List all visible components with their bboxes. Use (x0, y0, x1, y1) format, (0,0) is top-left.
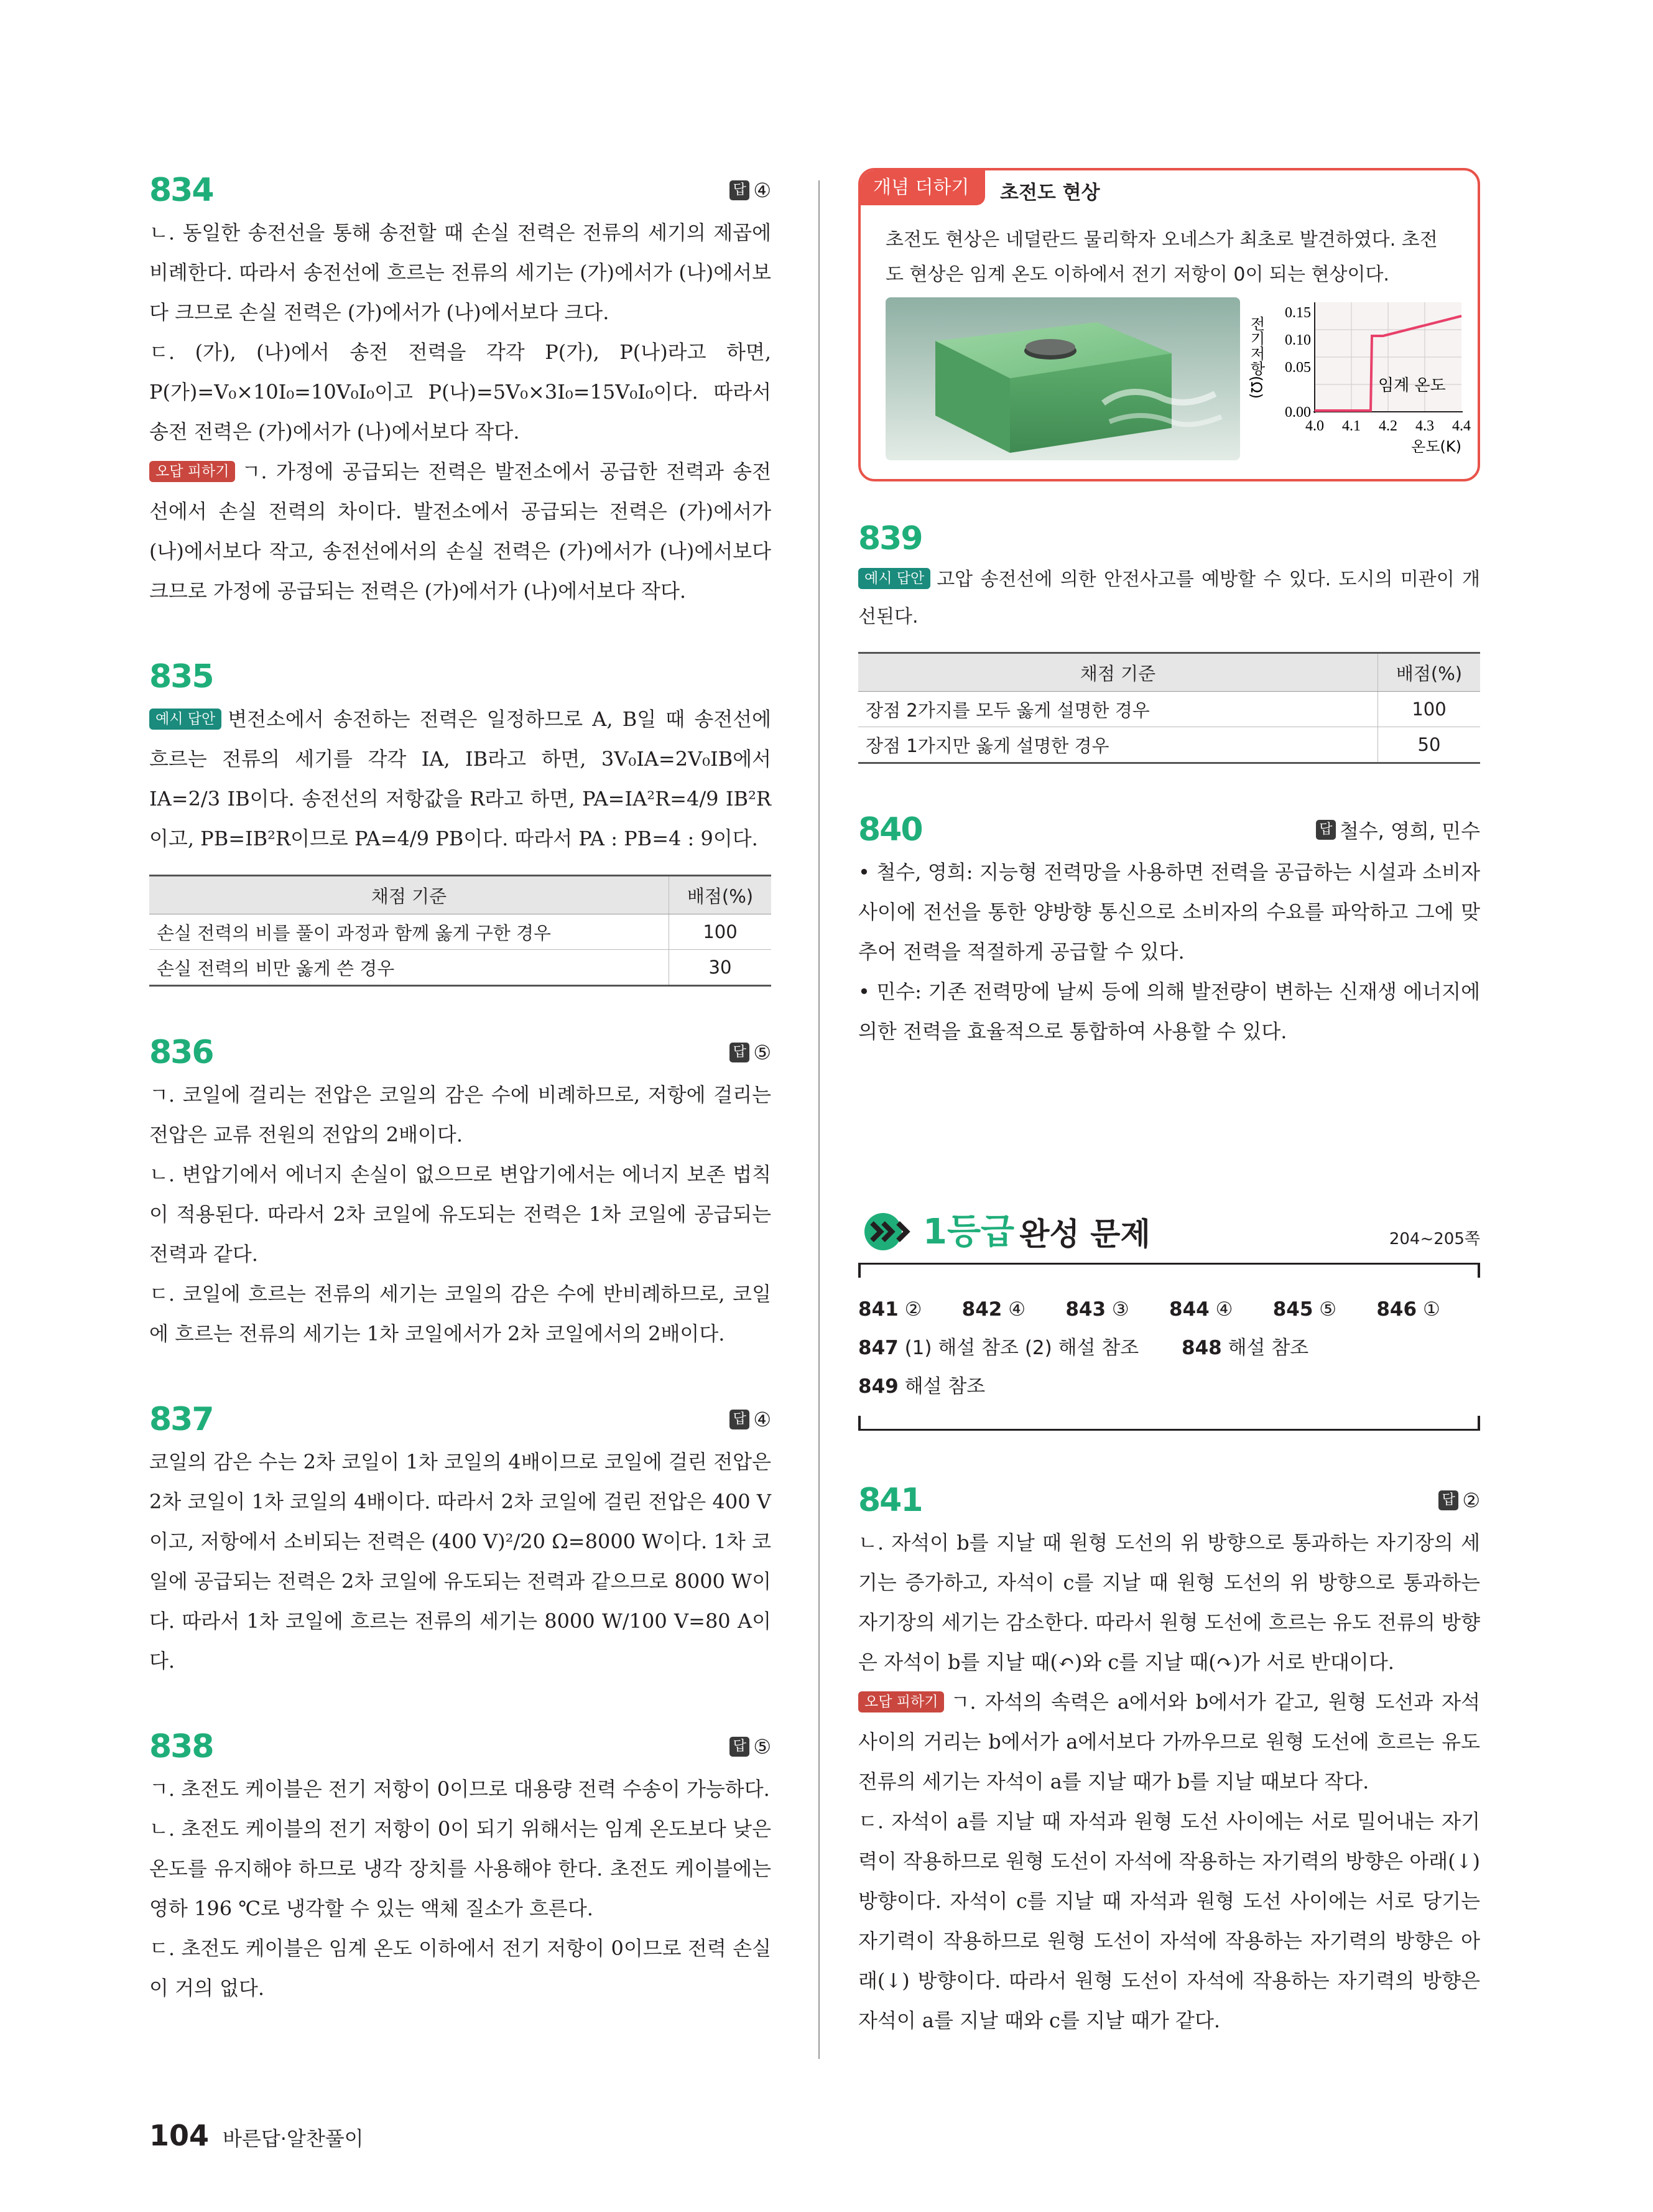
answer-mark: 답 ⑤ (729, 1041, 771, 1064)
answer-mark: 답 ④ (729, 1408, 771, 1431)
section-pages: 204~205쪽 (1389, 1230, 1480, 1248)
y-tick: 0.05 (1285, 360, 1311, 376)
left-column (149, 168, 771, 2052)
table-row: 손실 전력의 비를 풀이 과정과 함께 옳게 구한 경우 100 (149, 914, 771, 950)
example-answer: 예시 답안 변전소에서 송전하는 전력은 일정하므로 A, B일 때 송전선에 흐르는 전류의 세기를 각각 IA, IB라고 하면, 3V₀IA=2V₀IB에서 IA=2/3 IB이다. 송전선의 저항값을 R라고 하면, PA=IA²R=4/9 IB²R이고, PB=IB²R이므로 PA=4/9 PB이다. 따라서 PA : PB=4 : 9이다. (149, 707, 771, 850)
avoid-mistake: 오답 피하기 ㄱ. 자석의 속력은 a에서와 b에서가 같고, 원형 도선과 자석 사이의 거리는 b에서가 a에서보다 가까우므로 원형 도선에 흐르는 유도 전류의 세기는 자석이 a를 지날 때가 b를 지날 때보다 작다. (858, 1690, 1480, 1793)
problem-841 (858, 1478, 1480, 2040)
y-tick: 0.00 (1285, 404, 1311, 421)
section-title: 완성 문제 (1019, 1216, 1151, 1252)
answer-key-item: 848 해설 참조 (1182, 1337, 1309, 1359)
graph-annotation: 임계 온도 (1378, 376, 1446, 395)
resistance-graph (1246, 297, 1480, 472)
explanation-line: ㄱ. 코일에 걸리는 전압은 코일의 감은 수에 비례하므로, 저항에 걸리는 전압은 교류 전원의 전압의 2배이다. (149, 1083, 771, 1146)
explanation-line: ㄷ. 자석이 a를 지날 때 자석과 원형 도선 사이에는 서로 밀어내는 자기력이 작용하므로 원형 도선이 자석에 작용하는 자기력의 방향은 아래(↓) 방향이다. 자석이 c를 지날 때 자석과 원형 도선 사이에는 서로 당기는 자기력이 작용하므로 원형 도선이 자석에 작용하는 자기력의 방향은 아래(↓) 방향이다. 따라서 원형 도선이 자석에 작용하는 자기력의 방향은 자석이 a를 지날 때와 c를 지날 때가 같다. (858, 1810, 1480, 2032)
explanation-text: 코일의 감은 수는 2차 코일이 1차 코일의 4배이므로 코일에 걸린 전압은 2차 코일이 1차 코일의 4배이다. 따라서 2차 코일에 걸린 전압은 400 V이고, 저항에서 소비되는 전력은 (400 V)²/20 Ω=8000 W이다. 1차 코일에 공급되는 전력은 2차 코일에 유도되는 전력과 같으므로 8000 W이다. 따라서 1차 코일에 흐르는 전류의 세기는 8000 W/100 V=80 A이다. (149, 1450, 771, 1673)
concept-tab: 개념 더하기 (861, 170, 985, 205)
example-badge: 예시 답안 (149, 709, 221, 730)
answer-key-row (858, 1367, 1480, 1406)
answer-key-item: 844 ④ (1169, 1298, 1233, 1321)
graph-ylabel: 전기저항(Ω) (1248, 316, 1265, 399)
problem-835 (149, 654, 771, 987)
superconductor-photo (886, 297, 1240, 460)
example-badge: 예시 답안 (858, 568, 930, 589)
column-divider (818, 180, 820, 2059)
x-tick: 4.1 (1342, 418, 1361, 434)
answer-icon: 답 (729, 1737, 749, 1757)
table-header: 배점(%) (1378, 653, 1481, 692)
section-header (858, 1194, 1480, 1431)
answer-key-item: 846 ① (1376, 1298, 1440, 1321)
explanation-line: ㄱ. 초전도 케이블은 전기 저항이 0이므로 대용량 전력 수송이 가능하다. (149, 1777, 770, 1801)
explanation-line: ㄷ. (가), (나)에서 송전 전력을 각각 P(가), P(나)라고 하면, P(가)=V₀×10I₀=10V₀I₀이고 P(나)=5V₀×3I₀=15V₀I₀이다. 따라서 송전 전력은 (가)에서가 (나)에서보다 작다. (149, 340, 771, 444)
problem-number: 839 (858, 520, 922, 557)
problem-number: 840 (858, 811, 922, 848)
graph-xlabel: 온도(K) (1411, 438, 1461, 455)
problem-number: 838 (149, 1728, 213, 1765)
explanation-line: ㄴ. 초전도 케이블의 전기 저항이 0이 되기 위해서는 임계 온도보다 낮은 온도를 유지해야 하므로 냉각 장치를 사용해야 한다. 초전도 케이블에는 영하 196 ℃로 냉각할 수 있는 액체 질소가 흐른다. (149, 1817, 771, 1920)
answer-key-row (858, 1329, 1480, 1367)
avoid-badge: 오답 피하기 (858, 1691, 944, 1712)
problem-838 (149, 1724, 771, 2008)
answer-key-item: 841 ② (858, 1298, 922, 1321)
x-tick: 4.0 (1305, 418, 1324, 434)
right-column (858, 168, 1480, 2084)
concept-box (858, 168, 1480, 481)
answer-key-item: 843 ③ (1065, 1298, 1129, 1321)
answer-key-row (858, 1290, 1480, 1329)
avoid-mistake: 오답 피하기 ㄱ. 가정에 공급되는 전력은 발전소에서 공급한 전력과 송전선에서 손실 전력의 차이다. 발전소에서 공급되는 전력은 (가)에서가 (나)에서보다 작고, 송전선에서의 손실 전력은 (가)에서가 (나)에서보다 크므로 가정에 공급되는 전력은 (가)에서가 (나)에서보다 작다. (149, 460, 771, 603)
table-row: 장점 2가지를 모두 옳게 설명한 경우 100 (858, 692, 1480, 727)
explanation-line: • 철수, 영희: 지능형 전력망을 사용하면 전력을 공급하는 시설과 소비자 사이에 전선을 통한 양방향 통신으로 소비자의 수요를 파악하고 그에 맞추어 전력을 적절하게 공급할 수 있다. (858, 860, 1480, 964)
page-footer (149, 2119, 364, 2152)
answer-mark: 답 ④ (729, 179, 771, 202)
answer-key-item: 845 ⑤ (1272, 1298, 1337, 1321)
table-header: 채점 기준 (858, 653, 1378, 692)
answer-mark: 답 철수, 영희, 민수 (1316, 816, 1480, 844)
explanation-line: ㄷ. 코일에 흐르는 전류의 세기는 코일의 감은 수에 반비례하므로, 코일에 흐르는 전류의 세기는 1차 코일에서가 2차 코일에서의 2배이다. (149, 1282, 771, 1345)
avoid-badge: 오답 피하기 (149, 461, 235, 482)
scoring-table (858, 652, 1480, 764)
problem-834 (149, 168, 771, 611)
answer-icon: 답 (729, 1410, 749, 1429)
answer-key-item: 842 ④ (961, 1298, 1026, 1321)
table-row: 손실 전력의 비만 옳게 쓴 경우 30 (149, 950, 771, 986)
section-logo-icon (858, 1204, 920, 1254)
explanation-line: ㄷ. 초전도 케이블은 임계 온도 이하에서 전기 저항이 0이므로 전력 손실이 거의 없다. (149, 1936, 771, 2000)
table-row: 장점 1가지만 옳게 설명한 경우 50 (858, 727, 1480, 763)
answer-mark: 답 ⑤ (729, 1735, 771, 1759)
problem-number: 837 (149, 1401, 213, 1438)
problem-number: 834 (149, 172, 213, 209)
problem-number: 841 (858, 1482, 922, 1519)
x-tick: 4.4 (1452, 418, 1471, 434)
x-tick: 4.3 (1415, 418, 1434, 434)
problem-number: 835 (149, 658, 213, 695)
answer-mark: 답 ② (1438, 1489, 1480, 1512)
table-header: 채점 기준 (149, 876, 669, 914)
table-header: 배점(%) (669, 876, 772, 914)
explanation-line: ㄴ. 변압기에서 에너지 손실이 없으므로 변압기에서는 에너지 보존 법칙이 적용된다. 따라서 2차 코일에 유도되는 전력은 1차 코일에 공급되는 전력과 같다. (149, 1163, 771, 1266)
page-number: 104 (149, 2119, 210, 2152)
answer-key-box (858, 1263, 1480, 1431)
concept-title: 초전도 현상 (1000, 182, 1100, 204)
problem-number: 836 (149, 1034, 213, 1071)
problem-839 (858, 516, 1480, 764)
problem-840 (858, 807, 1480, 1051)
problem-837 (149, 1397, 771, 1681)
book-title: 바른답·알찬풀이 (223, 2127, 364, 2150)
answer-icon: 답 (1438, 1490, 1458, 1510)
answer-icon: 답 (729, 180, 749, 200)
explanation-line: • 민수: 기존 전력망에 날씨 등에 의해 발전량이 변하는 신재생 에너지에 의한 전력을 효율적으로 통합하여 사용할 수 있다. (858, 980, 1480, 1043)
example-answer: 예시 답안 고압 송전선에 의한 안전사고를 예방할 수 있다. 도시의 미관이 개선된다. (858, 569, 1480, 628)
explanation-line: ㄴ. 동일한 송전선을 통해 송전할 때 손실 전력은 전류의 세기의 제곱에 비례한다. 따라서 송전선에 흐르는 전류의 세기는 (가)에서가 (나)에서보다 크므로 손실 전력은 (가)에서가 (나)에서보다 크다. (149, 221, 771, 324)
answer-key-item: 849 해설 참조 (858, 1375, 986, 1398)
answer-key-item: 847 (1) 해설 참조 (2) 해설 참조 (858, 1337, 1139, 1359)
scoring-table (149, 875, 771, 987)
y-tick: 0.10 (1285, 332, 1311, 348)
x-tick: 4.2 (1379, 418, 1397, 434)
y-tick: 0.15 (1285, 305, 1311, 321)
problem-836 (149, 1030, 771, 1354)
concept-text: 초전도 현상은 네덜란드 물리학자 오네스가 최초로 발견하였다. 초전도 현상은 임계 온도 이하에서 전기 저항이 0이 되는 현상이다. (886, 229, 1438, 286)
answer-icon: 답 (729, 1043, 749, 1062)
explanation-line: ㄴ. 자석이 b를 지날 때 원형 도선의 위 방향으로 통과하는 자기장의 세기는 증가하고, 자석이 c를 지날 때 원형 도선의 위 방향으로 통과하는 자기장의 세기는 감소한다. 따라서 원형 도선에 흐르는 유도 전류의 방향은 자석이 b를 지날 때(↶)와 c를 지날 때(↷)가 서로 반대이다. (858, 1531, 1480, 1674)
answer-icon: 답 (1316, 820, 1336, 840)
section-title-grade: 1등급 (923, 1212, 1015, 1252)
